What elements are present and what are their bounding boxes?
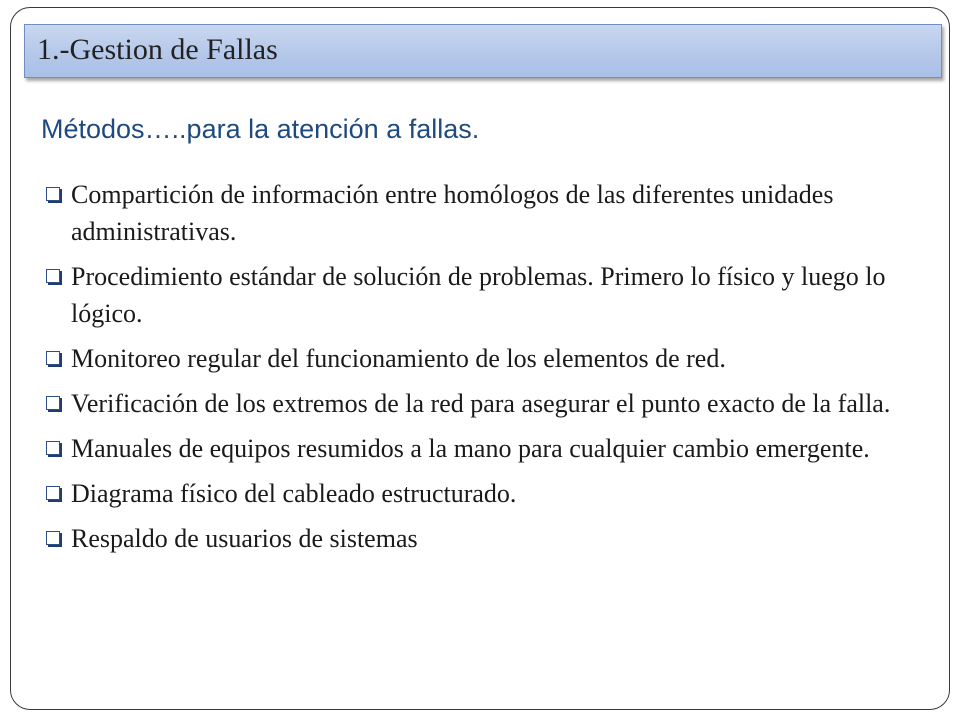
hollow-square-bullet-icon [46, 269, 60, 283]
bullet-item [46, 340, 916, 377]
bullet-text: Procedimiento estándar de solución de problemas. Primero lo físico y luego lo lógico. [71, 262, 886, 328]
bullet-item [46, 520, 916, 557]
hollow-square-bullet-icon [46, 187, 60, 201]
bullet-item [46, 430, 916, 467]
bullet-text: Diagrama físico del cableado estructurado. [71, 479, 517, 508]
bullet-text: Monitoreo regular del funcionamiento de los elementos de red. [71, 344, 726, 373]
hollow-square-bullet-icon [46, 396, 60, 410]
bullet-item [46, 176, 916, 250]
hollow-square-bullet-icon [46, 351, 60, 365]
bullet-item [46, 475, 916, 512]
hollow-square-bullet-icon [46, 441, 60, 455]
bullet-item [46, 258, 916, 332]
hollow-square-bullet-icon [46, 486, 60, 500]
hollow-square-bullet-icon [46, 531, 60, 545]
bullet-item [46, 385, 916, 422]
bullet-text: Respaldo de usuarios de sistemas [71, 524, 418, 553]
title-bar [24, 24, 942, 78]
bullet-list [46, 176, 916, 565]
bullet-text: Compartición de información entre homólogos de las diferentes unidades administrativas. [71, 180, 834, 246]
bullet-text: Manuales de equipos resumidos a la mano para cualquier cambio emergente. [71, 434, 870, 463]
bullet-text: Verificación de los extremos de la red para asegurar el punto exacto de la falla. [71, 389, 891, 418]
slide-title: 1.-Gestion de Fallas [37, 33, 278, 66]
slide-subtitle: Métodos…..para la atención a fallas. [41, 114, 480, 144]
